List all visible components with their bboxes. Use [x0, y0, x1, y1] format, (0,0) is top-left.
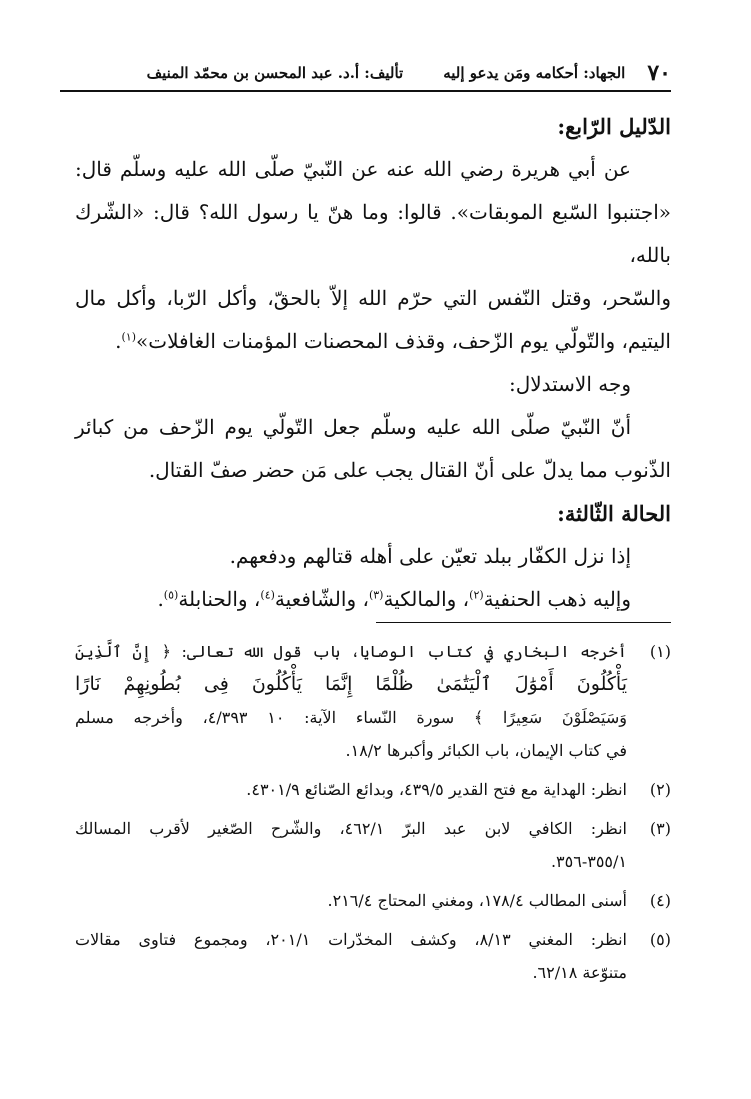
hadith-line-3: اليتيم، والتّولّي يوم الزّحف، وقذف المحصنات المؤمنات الغافلات»$^{(١)}$.	[115, 329, 671, 353]
inference-heading: وجه الاستدلال:	[508, 372, 631, 396]
header-divider	[60, 90, 671, 92]
hadith-line-2: والسّحر، وقتل النّفس التي حرّم الله إلاّ بالحقّ، وأكل الرّبا، وأكل مال	[75, 286, 671, 310]
footnote-number: (٥)	[649, 930, 671, 949]
footnote-3	[75, 812, 671, 878]
footnote-ref-2[interactable]: (٢)	[469, 588, 484, 602]
footnote-line: أخرجه البخاري في كتاب الوصايا، باب قول الله تعالى: ﴿ إِنَّ ٱلَّذِينَ	[75, 642, 627, 661]
footnote-line: انظر: الهداية مع فتح القدير ٤٣٩/٥، وبدائع الصّنائع ٤٣٠١/٩.	[246, 780, 627, 799]
footnote-4	[75, 884, 671, 917]
section-heading-evidence-4: الدّليل الرّابع:	[557, 114, 671, 139]
hadith-line-3-text: اليتيم، والتّولّي يوم الزّحف، وقذف المحصنات المؤمنات الغافلات»	[136, 329, 671, 353]
footnote-5	[75, 923, 671, 989]
author-name: تأليف: أ.د. عبد المحسن بن محمّد المنيف	[146, 64, 404, 82]
footnote-line: في كتاب الإيمان، باب الكبائر وأكبرها ١٨/٢.	[345, 741, 627, 760]
main-text	[75, 105, 671, 621]
section-heading-case-3: الحالة الثّالثة:	[557, 501, 671, 526]
footnote-ref-4[interactable]: (٤)	[260, 588, 275, 602]
case-3-line-1: إذا نزل الكفّار ببلد تعيّن على أهله قتالهم ودفعهم.	[229, 544, 631, 568]
footnote-number: (٤)	[649, 891, 671, 910]
quran-verse-line: يَأْكُلُونَ أَمْوَٰلَ ٱلْيَتَٰمَىٰ ظُلْمًا إِنَّمَا يَأْكُلُونَ فِى بُطُونِهِمْ نَارًا	[75, 673, 627, 695]
footnote-text	[75, 923, 627, 989]
running-header	[60, 58, 671, 88]
footnote-line: انظر: المغني ٨/١٣، وكشف المخدّرات ٢٠١/١، ومجموع فتاوى مقالات	[75, 930, 628, 949]
footnote-text	[75, 635, 627, 767]
footnote-number: (٢)	[649, 780, 671, 799]
inference-line-2: الذّنوب مما يدلّ على أنّ القتال يجب على مَن حضر صفّ القتال.	[148, 458, 671, 482]
hadith-intro: عن أبي هريرة رضي الله عنه عن النّبيّ صلّى الله عليه وسلّم قال:	[75, 157, 631, 181]
footnote-2	[75, 773, 671, 806]
footnote-1	[75, 635, 671, 767]
inference-line-1: أنّ النّبيّ صلّى الله عليه وسلّم جعل التّولّي يوم الزّحف من كبائر	[75, 415, 631, 439]
footnote-text	[75, 884, 627, 917]
case-3-line-2-a: وإليه ذهب الحنفية	[483, 587, 631, 611]
page-number: ٧٠	[647, 60, 671, 86]
footnote-ref-1[interactable]: (١)	[121, 330, 136, 344]
footnote-text	[75, 773, 627, 806]
footnote-line: انظر: الكافي لابن عبد البرّ ٤٦٢/١، والشّرح الصّغير لأقرب المسالك	[75, 819, 627, 838]
footnote-line: متنوّعة ٦٢/١٨.	[532, 963, 627, 982]
footnote-number: (٣)	[649, 819, 671, 838]
footnote-ref-5[interactable]: (٥)	[163, 588, 179, 602]
footnote-line: وَسَيَصْلَوْنَ سَعِيرًا ﴾ سورة النّساء الآية: ١٠ ٤/٣٩٣، وأخرجه مسلم	[75, 708, 628, 727]
case-3-line-2	[75, 578, 671, 621]
footnote-divider	[376, 622, 671, 623]
case-3-line-2-d: ، والحنابلة	[178, 587, 261, 611]
case-3-line-2-e: .	[157, 587, 164, 611]
book-title: الجهاد: أحكامه ومَن يدعو إليه	[443, 64, 626, 82]
hadith-line-1: «اجتنبوا السّبع الموبقات». قالوا: وما هنّ يا رسول الله؟ قال: «الشّرك بالله،	[75, 200, 671, 267]
footnote-number: (١)	[649, 642, 671, 661]
footnote-ref-3[interactable]: (٣)	[368, 588, 384, 602]
footnote-line: أسنى المطالب ١٧٨/٤، ومغني المحتاج ٢١٦/٤.	[327, 891, 627, 910]
footnote-line: ٣٥٥/١-٣٥٦.	[550, 852, 627, 871]
footnote-text	[75, 812, 627, 878]
case-3-line-2-b: ، والمالكية	[383, 587, 470, 611]
footnotes	[75, 635, 671, 995]
case-3-line-2-c: ، والشّافعية	[274, 587, 369, 611]
